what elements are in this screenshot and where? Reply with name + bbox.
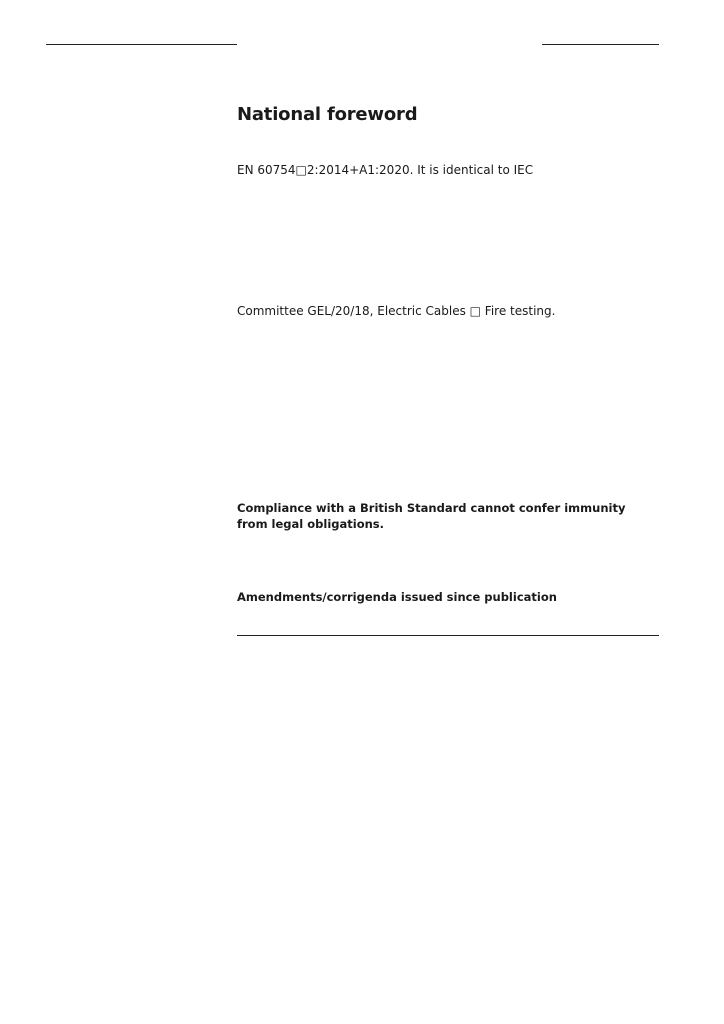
committee-text: Committee GEL/20/18, Electric Cables □ Fire testing.	[237, 304, 556, 318]
amendments-heading: Amendments/corrigenda issued since publication	[237, 590, 557, 604]
amendments-table-rule	[237, 635, 659, 636]
header-rule-left	[46, 44, 237, 45]
compliance-notice: Compliance with a British Standard cannot confer immunity from legal obligations.	[237, 501, 626, 531]
standard-reference-text: EN 60754□2:2014+A1:2020. It is identical to IEC	[237, 163, 534, 177]
page-title: National foreword	[237, 104, 418, 125]
header-rule-right	[542, 44, 659, 45]
